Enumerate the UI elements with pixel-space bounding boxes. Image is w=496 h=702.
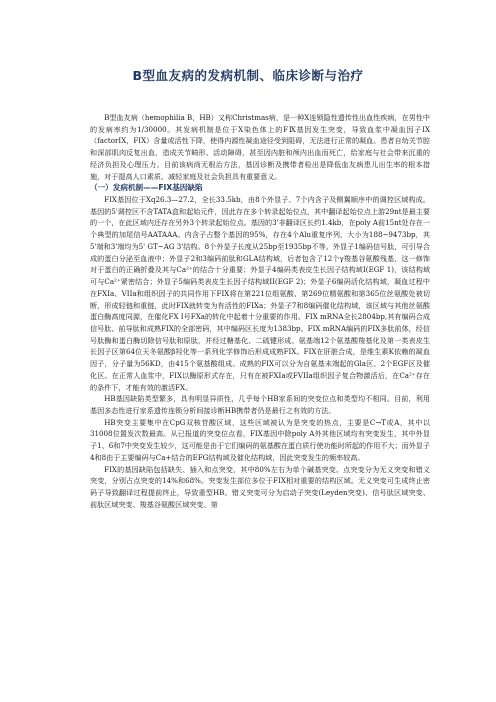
section1-paragraph-4: FIX的基因缺陷包括缺失、插入和点突变，其中80%左右为单个碱基突变。点突变分为无义突变和错义突变，分别占点突变的14%和68%。突变发生部位多位于FIX相对重要的结构区域。无义突变可生成终止密码子导致翻译过程提前终止，导致重型HB。错义突变可分为启动子突变(Leyden突变)、信号肽区域突变、前肽区域突变、羧基谷氨酸区域突变、第: [90, 464, 430, 509]
section1-paragraph-3: HB突变主要集中在CpG双核苷酸区域，这些区域被认为是突变的热点，主要是C→T或A，其中以31008位置发次数最高。从已报道的突变位点看，FIX基因中除poly A外其他区域均有突变发生，其中外显子1、6和7中突变发生较少，这可能是由于它们编码的氨基酸在蛋白质行使功能时所起的作用不大；而外显子4和8由于主要编码与Ca+结合的EFG结构域及催化结构域，因此突变发生的频率较高。: [90, 417, 430, 462]
document-title: B型血友病的发病机制、临床诊断与治疗: [132, 68, 364, 83]
section1-paragraph-1: FIX基因位于Xq26.3—27.2，全长33.5kb，由8个外显子、7个内含子及侧翼顺序中的调控区域构成。基因的5'调控区不含TATA盒和起始元件，因此存在多个转录起始位点，其中翻译起始位点上游29nt是最主要的一个，在此区域内还存在另外3个转录起始位点。基因的3'非翻译区长约1.4kb，在poly A前15nt处存在一个典型的加尾信号AATAAA。内含子占整个基因的95%，存在4个Alu重复序列，大小为188~9473bp，其5'端和3'端均为5' GT~AG 3'结构。8个外显子长度从25bp至1935bp不等。外显子1编码信号肽，可引导合成的蛋白分泌至血液中；外显子2和3编码前肽和GLA结构域，后者包含了12个γ羧基谷氨酸残基，这一修饰对于蛋白的正确折叠及其与Ca²⁺的结合十分重要；外显子4编码类表皮生长因子结构域I(EGF 1)，该结构域可与Ca²⁺紧密结合；外显子5编码类表皮生长因子结构域II(EGF 2)；外显子6编码活化结构域，凝血过程中在FXIa、VIIa和组织因子的共同作用下FIX将在第221位组氨酸、第269位精氨酸和第365位丝氨酸处被切断，形成轻链和重链，此时FIX就转变为有活性的FIXa；外显子7和8编码催化结构域，该区域与其他丝氨酸蛋白酶高度同源，在催化FX I号FXa的转化中起着十分重要的作用。FIX mRNA全长2804bp,其有编码合成信号肽、前导肽和成熟FIX的全部密码，其中编码区长度为1383bp。FIX mRNA编码的FIX多肽前体，经信号肽酶和蛋白酶切除信号肽和原肽，并经过糖基化、二硫键形成、氨基端12个氨基酸羧基化及第一类表皮生长因子区第64位天冬氨酸β羟化等一系列化学修饰后形成成熟FIX。FIX在肝脏合成，是维生素K依赖的凝血因子，分子量为56KD，由415个氨基酸组成。成熟的FIX可以分为自氨基末端起的Gla区、2个EGF区及催化区。在正常人血浆中，FIX以酶原形式存在，只有在被FXIa或FVIIa组织因子复合物激活后，在Ca²⁺存在的条件下，才能有效的激活FX。: [90, 195, 430, 392]
section1-paragraph-2: HB基因缺陷类型繁多，具有明显异质性，几乎每个HB家系间的突变位点和类型均不相同。目前，利用基因多态性进行家系遗传连锁分析间接诊断HB携带者仍是最行之有效的方法。: [90, 394, 430, 415]
section-heading-1: （一）发病机制——FIX基因缺陷: [90, 183, 203, 193]
intro-paragraph: B型血友病（hemophilia B，HB）又称Christmas病，是一种X连锁隐性遗传性出血性疾病，在男性中的发病率约为1/30000。其发病机制是位于X染色体上的FⅨ基因发生突变，导致血浆中凝血因子IX（factorIX，FIX）含量或活性下降，使得内源性凝血途径受到阻碍，无法进行正常的凝血。患者自幼关节腔和深部肌肉反复出血，造成关节畸形、活动障碍，甚至因内脏和颅内出血而死亡，给家庭与社会带来沉重的经济负担及心理压力。目前该病尚无根治方法，基因诊断及携带者检出是降低血友病患儿出生率的根本措施，对于提高人口素质、减轻家庭及社会负担具有重要意义。: [90, 113, 430, 181]
document-body: [90, 112, 430, 510]
